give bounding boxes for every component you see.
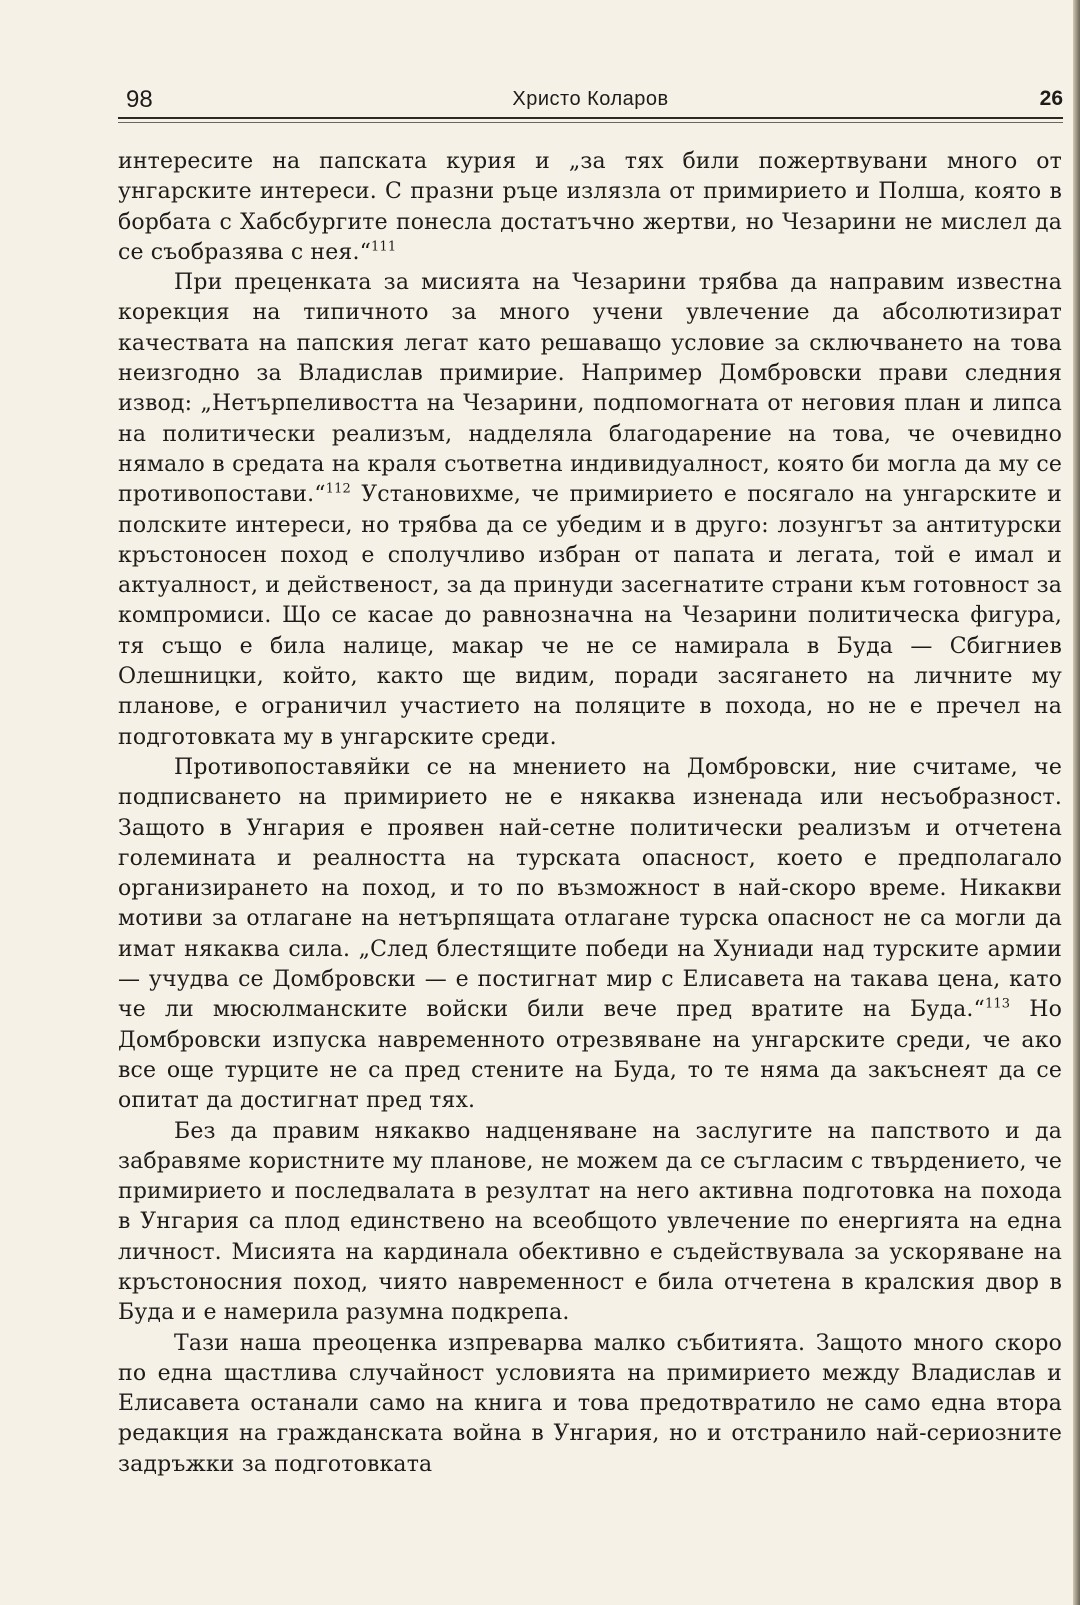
footnote-ref: 113 <box>984 996 1011 1012</box>
paragraph <box>118 1329 1062 1480</box>
paragraph <box>118 147 1062 268</box>
paragraph-text: Установихме, че примирието е посягало на унгарските и полските интереси, но трябва да се убедим и в друго: лозунгът за антитурски кръстоносен поход е сполучливо избран от папата и легата, той е имал и актуалност, и действеност, за да принуди засегнатите страни към готовност за компромиси. Що се касае до равнозначна на Чезарини политическа фигура, тя също е била налице, макар че не се намирала в Буда — Сбигниев Олешницки, който, както ще видим, поради засягането на личните му планове, е ограничил участието на поляците в похода, но не е пречел на подготовката му в унгарските среди. <box>118 482 1062 750</box>
header-rule <box>118 117 1063 119</box>
footnote-ref: 111 <box>370 239 397 255</box>
body-text <box>118 147 1062 1480</box>
page-edge-shadow <box>1073 0 1080 1605</box>
paragraph-text: При преценката за мисията на Чезарини трябва да направим известна корекция на типичното за много учени увлечение да абсолютизират качествата на папския легат като решаващо условие за сключването на това неизгодно за Владислав примирие. Например Домбровски прави следния извод: „Нетърпеливостта на Чезарини, подпомогната от неговия план и липса на политически реализъм, надделяла благодарение на това, че очевидно нямало в средата на краля съответна индивидуалност, която би могла да му се противопостави.“ <box>118 270 1062 508</box>
paragraph <box>118 1117 1062 1329</box>
paragraph <box>118 268 1062 753</box>
header-corner-mark: 26 <box>1039 87 1063 110</box>
footnote-ref: 112 <box>325 481 351 497</box>
page-number: 98 <box>126 86 153 113</box>
paragraph-text: Без да правим някакво надценяване на заслугите на папството и да забравяме користните му планове, не можем да се съгласим с твърдението, че примирието и последвалата в резултат на него активна подготовка на похода в Унгария са плод единствено на всеобщото увлечение по енергията на една личност. Мисията на кардинала обективно е съдействувала за ускоряване на кръстоносния поход, чиято навременност е била отчетена в кралския двор в Буда и е намерила разумна подкрепа. <box>118 1118 1062 1326</box>
running-title: Христо Коларов <box>512 88 669 110</box>
paragraph-text: интересите на папската курия и „за тях били пожертвувани много от унгарските интереси. С празни ръце излязла от примирието и Полша, която в борбата с Хабсбургите понесла достатъчно жертви, но Чезарини не мислел да се съобразява с нея.“ <box>118 149 1062 265</box>
running-header <box>118 78 1063 118</box>
paragraph-text: Противопоставяйки се на мнението на Домбровски, ние считаме, че подписването на примирието не е някаква изненада или несъобразност. Защото в Унгария е проявен най-сетне политически реализъм и отчетена големината и реалността на турската опасност, което е предполагало организирането на поход, и то по възможност в най-скоро време. Никакви мотиви за отлагане на нетърпящата отлагане турска опасност не са могли да имат някаква сила. „След блестящите победи на Хуниади над турските армии — учудва се Домбровски — е постигнат мир с Елисавета на такава цена, като че ли мюсюлманските войски били вече пред вратите на Буда.“ <box>118 754 1062 1023</box>
paragraph-text: Но Домбровски изпуска навременното отрезвяване на унгарските среди, че ако все още турците не са пред стените на Буда, то те няма да закъснеят да се опитат да достигнат пред тях. <box>118 997 1062 1114</box>
header-rule-thin <box>118 122 1063 123</box>
paragraph-text: Тази наша преоценка изпреварва малко събитията. Защото много скоро по една щастлива случайност условията на примирието между Владислав и Елисавета останали само на книга и това предотвратило не само една втора редакция на гражданската война в Унгария, но и отстранило най-сериозните задръжки за подготовката <box>118 1330 1062 1477</box>
paragraph <box>118 753 1062 1117</box>
